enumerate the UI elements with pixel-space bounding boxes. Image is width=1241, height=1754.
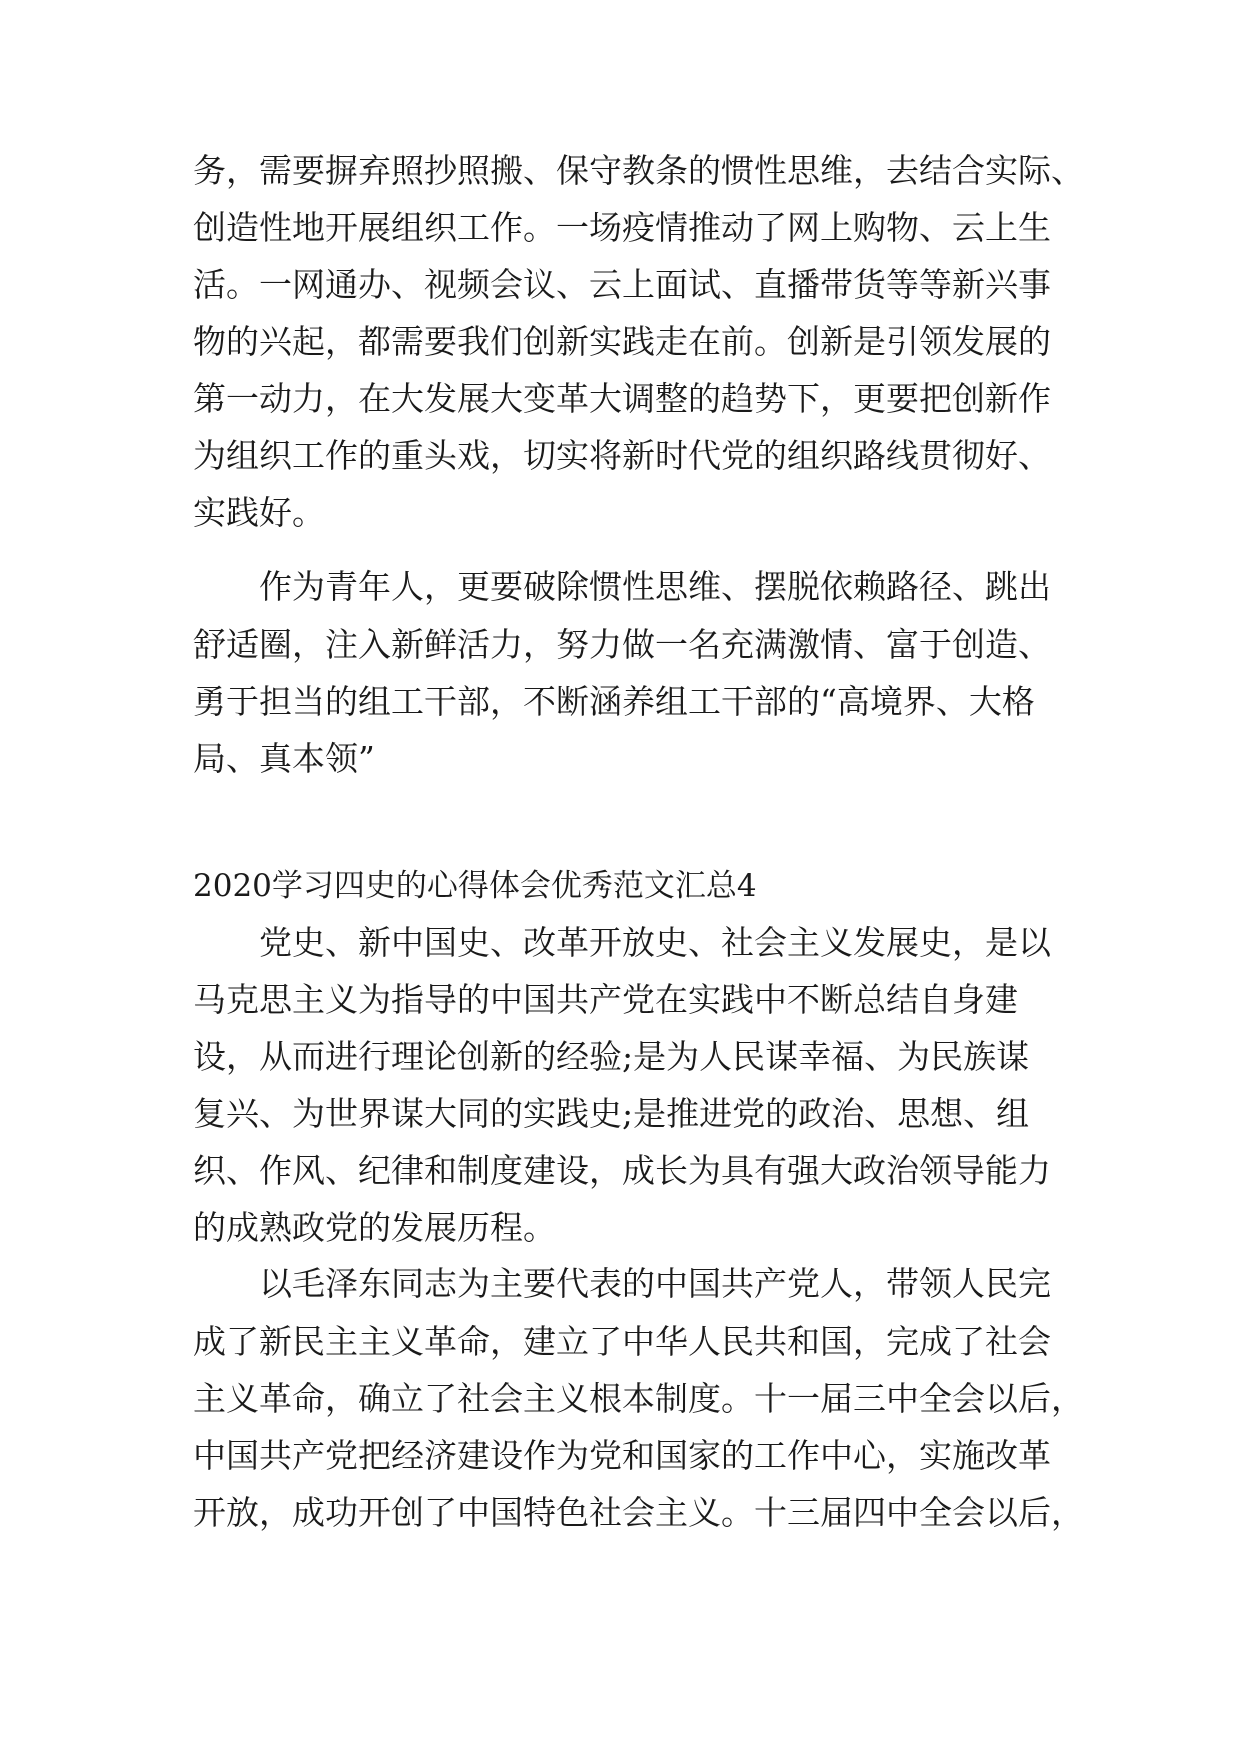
- paragraph-line: 开放，成功开创了中国特色社会主义。十三届四中全会以后，: [193, 1493, 1084, 1532]
- paragraph-line: 物的兴起，都需要我们创新实践走在前。创新是引领发展的: [193, 322, 1051, 361]
- section-title: 2020学习四史的心得体会优秀范文汇总4: [193, 868, 757, 904]
- paragraph-line: 织、作风、纪律和制度建设，成长为具有强大政治领导能力: [193, 1151, 1051, 1190]
- paragraph-line: 局、真本领”: [193, 739, 375, 778]
- paragraph-line: 主义革命，确立了社会主义根本制度。十一届三中全会以后，: [193, 1379, 1084, 1418]
- paragraph-line: 务，需要摒弃照抄照搬、保守教条的惯性思维，去结合实际、: [193, 151, 1084, 190]
- paragraph-line: 实践好。: [193, 493, 325, 532]
- paragraph-line: 的成熟政党的发展历程。: [193, 1208, 556, 1247]
- paragraph-line: 中国共产党把经济建设作为党和国家的工作中心，实施改革: [193, 1436, 1051, 1475]
- paragraph-line: 勇于担当的组工干部，不断涵养组工干部的“高境界、大格: [193, 682, 1035, 721]
- paragraph-line: 复兴、为世界谋大同的实践史;是推进党的政治、思想、组: [193, 1094, 1030, 1133]
- paragraph-line: 为组织工作的重头戏，切实将新时代党的组织路线贯彻好、: [193, 436, 1051, 475]
- paragraph-line-indented: 作为青年人，更要破除惯性思维、摆脱依赖路径、跳出: [259, 567, 1051, 606]
- paragraph-line: 设，从而进行理论创新的经验;是为人民谋幸福、为民族谋: [193, 1037, 1030, 1076]
- paragraph-line-indented: 以毛泽东同志为主要代表的中国共产党人，带领人民完: [259, 1264, 1051, 1303]
- paragraph-line-indented: 党史、新中国史、改革开放史、社会主义发展史，是以: [259, 923, 1051, 962]
- paragraph-line: 马克思主义为指导的中国共产党在实践中不断总结自身建: [193, 980, 1018, 1019]
- paragraph-line: 成了新民主主义革命，建立了中华人民共和国，完成了社会: [193, 1322, 1051, 1361]
- paragraph-line: 创造性地开展组织工作。一场疫情推动了网上购物、云上生: [193, 208, 1051, 247]
- paragraph-line: 活。一网通办、视频会议、云上面试、直播带货等等新兴事: [193, 265, 1051, 304]
- paragraph-line: 第一动力，在大发展大变革大调整的趋势下，更要把创新作: [193, 379, 1051, 418]
- paragraph-line: 舒适圈，注入新鲜活力，努力做一名充满激情、富于创造、: [193, 625, 1051, 664]
